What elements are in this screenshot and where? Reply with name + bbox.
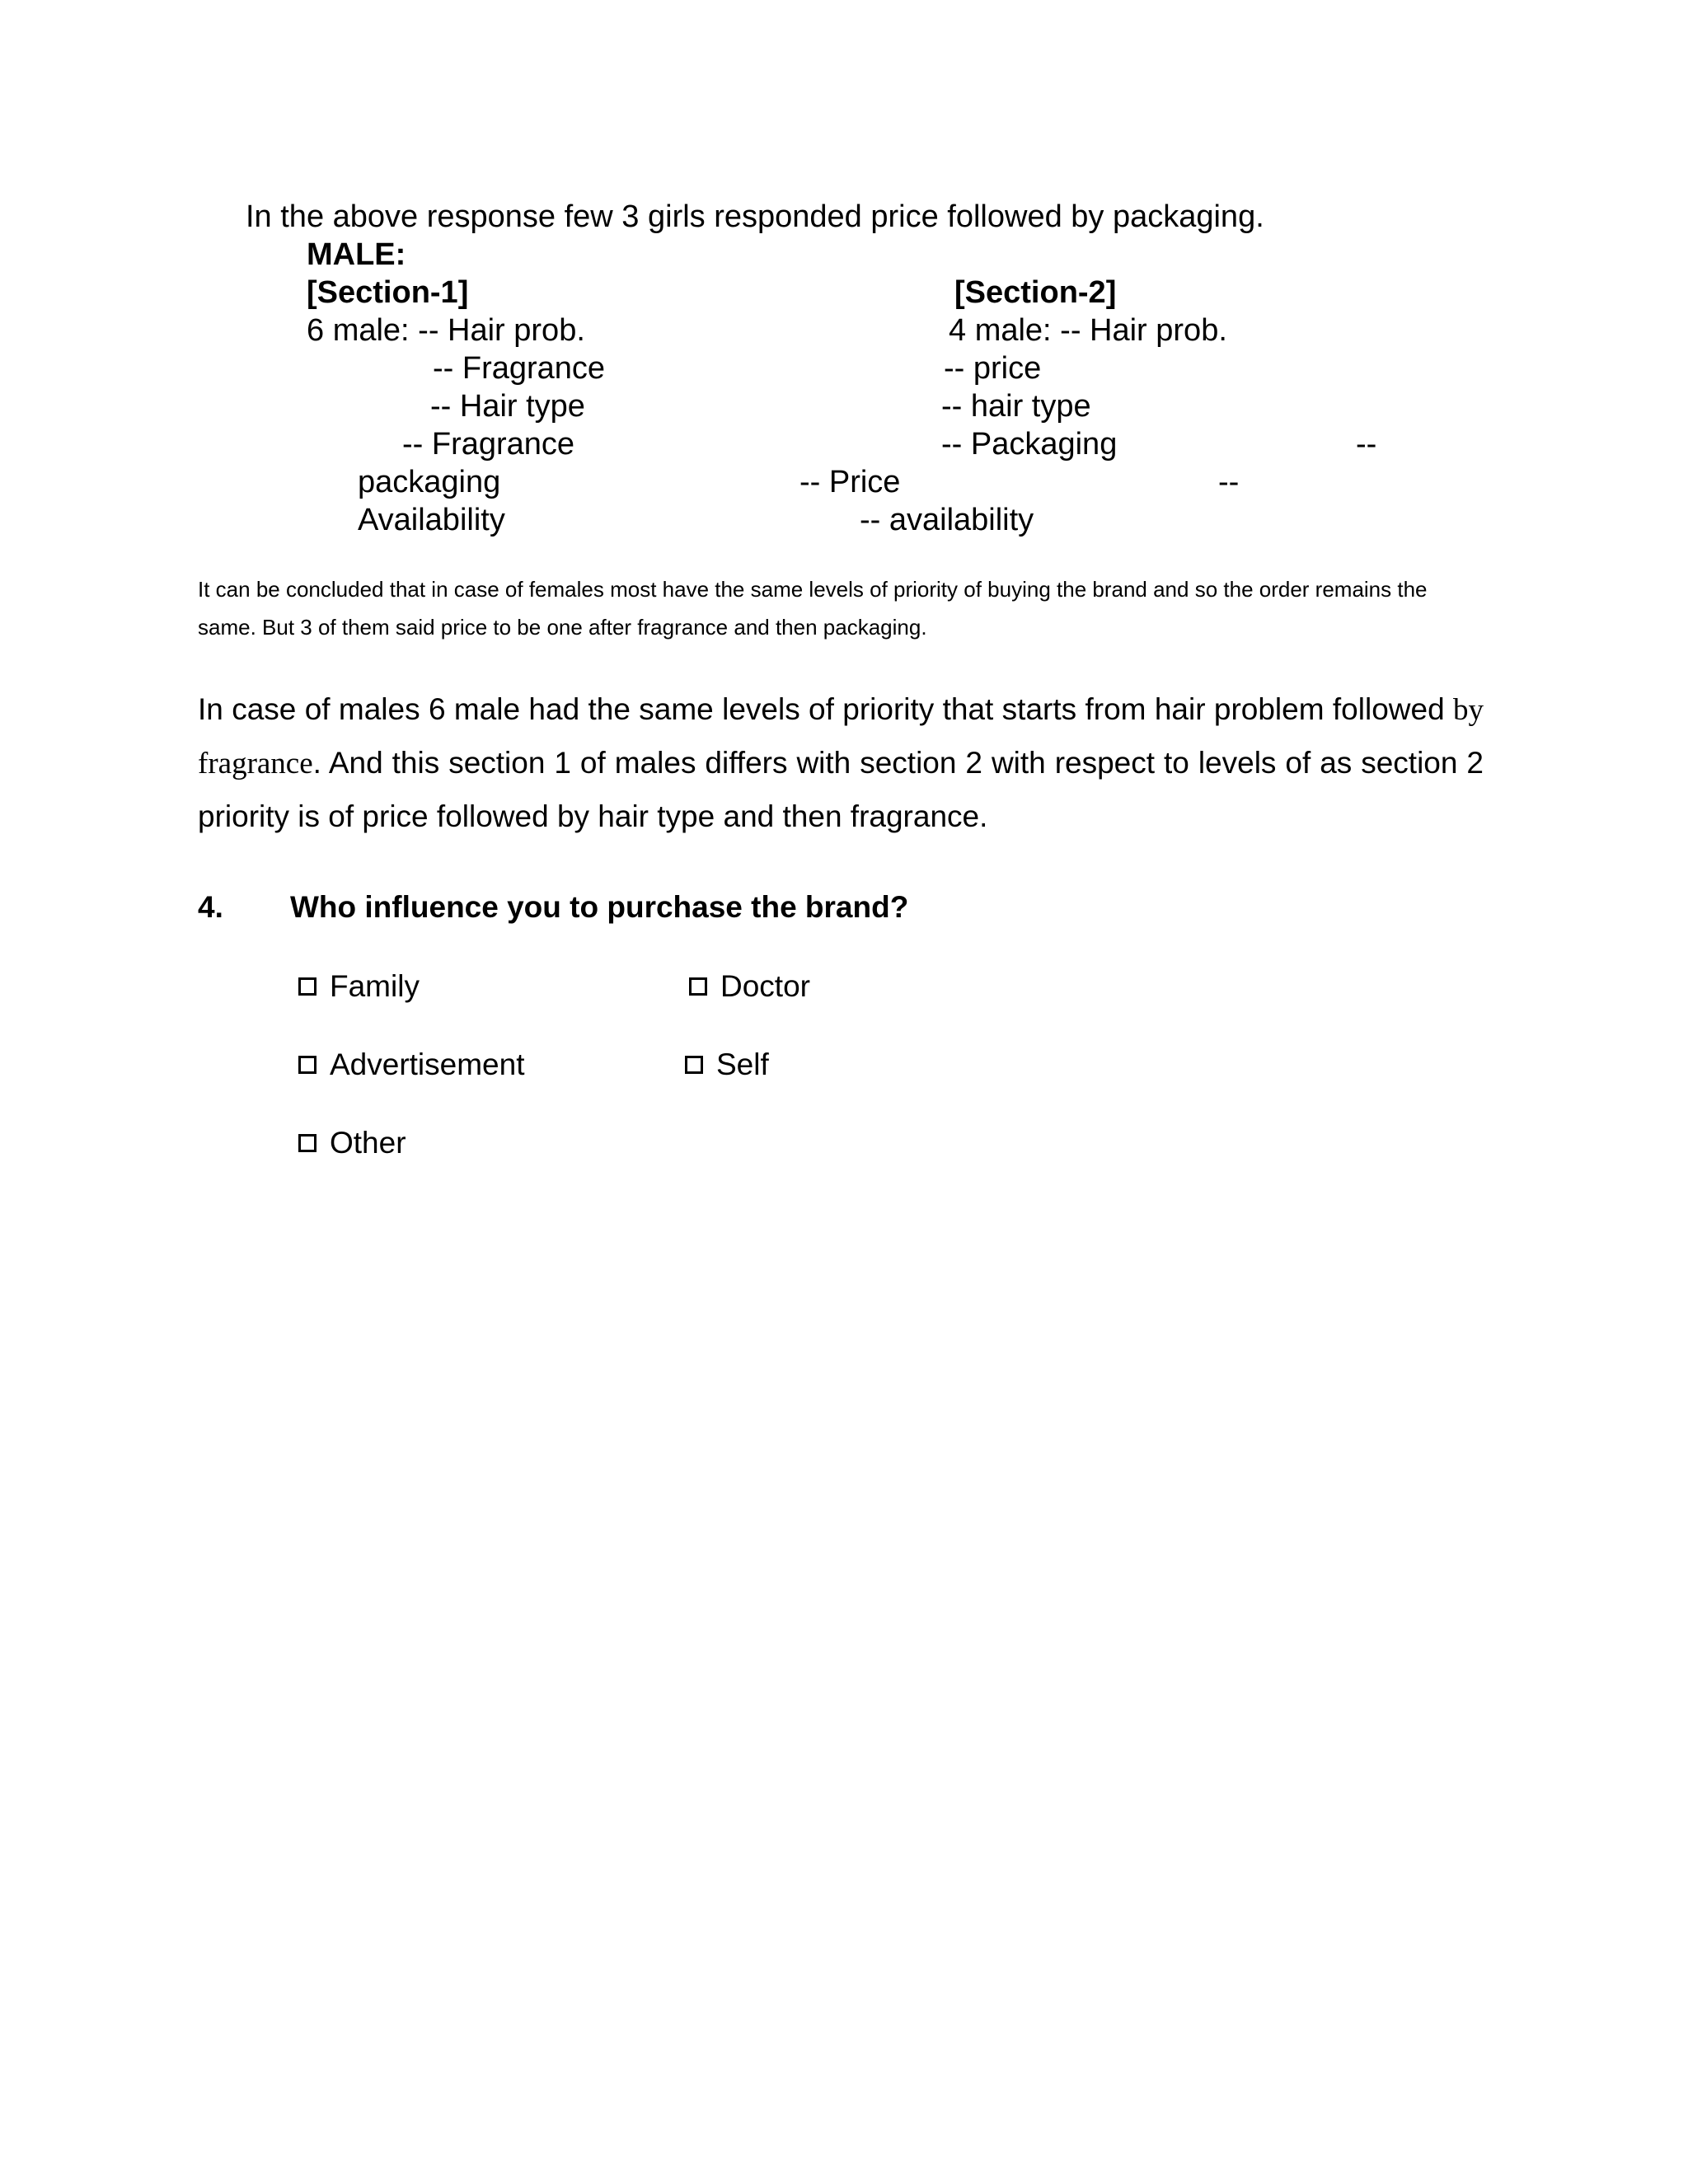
section-1-item: -- Fragrance: [433, 351, 606, 386]
option-advertisement[interactable]: [298, 1049, 525, 1080]
intro-line: In the above response few 3 girls responded price followed by packaging.: [246, 199, 1264, 234]
section-2-item: -- Packaging: [941, 427, 1118, 462]
section-2-item: -- availability: [860, 503, 1034, 537]
section-2-first-item: 4 male: -- Hair prob.: [949, 313, 1227, 348]
section-2-item: -- Price: [799, 465, 901, 499]
option-other[interactable]: [298, 1127, 406, 1158]
checkbox-icon[interactable]: [689, 977, 707, 996]
section-2-heading: [Section-2]: [954, 275, 1117, 310]
option-label: Other: [330, 1126, 406, 1160]
question-text: Who influence you to purchase the brand?: [290, 890, 909, 924]
males-paragraph-part-2: . And this section 1 of males differs with section 2 with respect to levels of as section 2 priority is of price followed by hair type and then fragrance.: [198, 746, 1484, 833]
stray-dash: --: [1218, 465, 1240, 499]
option-label: Doctor: [720, 969, 810, 1003]
option-family[interactable]: [298, 971, 420, 1001]
conclusion-line-1: It can be concluded that in case of females most have the same levels of priority of buying the brand and so the order remains the: [198, 577, 1428, 602]
males-paragraph-part-1: In case of males 6 male had the same levels of priority that starts from hair problem followed: [198, 692, 1453, 726]
section-1-item: -- Fragrance: [402, 427, 575, 462]
option-self[interactable]: [685, 1049, 769, 1080]
checkbox-icon[interactable]: [298, 1056, 316, 1074]
section-1-first-item: 6 male: -- Hair prob.: [307, 313, 585, 348]
option-label: Advertisement: [330, 1047, 525, 1081]
section-1-item: packaging: [358, 465, 501, 499]
checkbox-icon[interactable]: [685, 1056, 703, 1074]
section-2-item: -- hair type: [941, 389, 1091, 424]
males-paragraph: [198, 683, 1484, 843]
section-2-item: -- price: [944, 351, 1042, 386]
males-paragraph-serif-part: by fragrance: [198, 693, 1484, 780]
section-1-heading: [Section-1]: [307, 275, 469, 310]
question-number: 4.: [198, 890, 223, 924]
option-doctor[interactable]: [689, 971, 810, 1001]
option-label: Family: [330, 969, 420, 1003]
section-1-item: Availability: [358, 503, 505, 537]
section-1-item: -- Hair type: [430, 389, 585, 424]
male-heading: MALE:: [307, 237, 406, 272]
option-label: Self: [716, 1047, 769, 1081]
conclusion-line-2: same. But 3 of them said price to be one after fragrance and then packaging.: [198, 615, 927, 640]
stray-dash: --: [1356, 427, 1377, 462]
checkbox-icon[interactable]: [298, 977, 316, 996]
checkbox-icon[interactable]: [298, 1134, 316, 1152]
